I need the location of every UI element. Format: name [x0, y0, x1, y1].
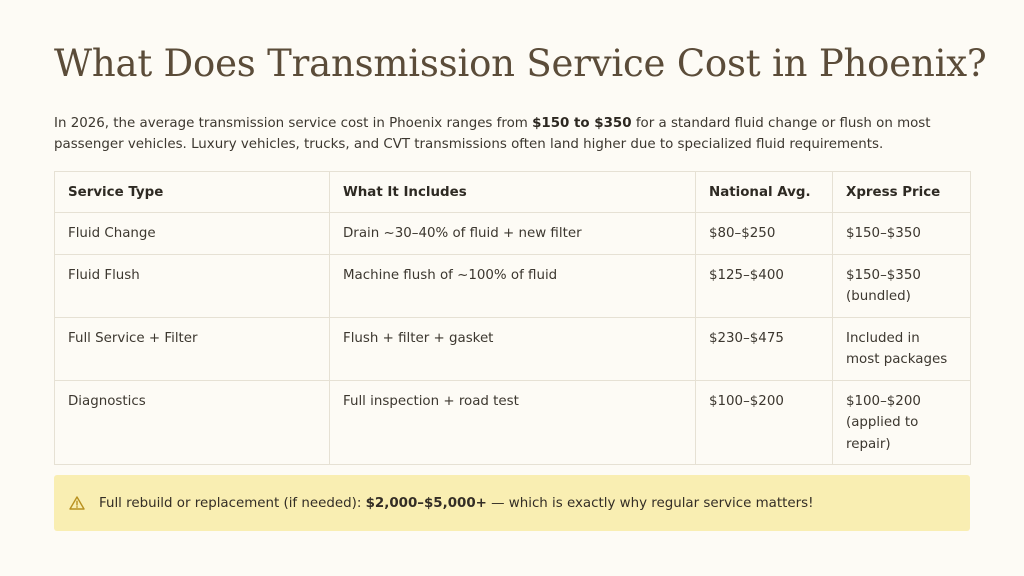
- callout-price-range: $2,000–$5,000+: [365, 495, 487, 511]
- intro-text-start: In 2026, the average transmission service cost in Phoenix ranges from: [54, 116, 533, 131]
- cell-national-avg: $125–$400: [696, 254, 833, 317]
- cell-national-avg: $230–$475: [696, 317, 833, 380]
- callout-text-start: Full rebuild or replacement (if needed):: [99, 495, 366, 511]
- table-row: [55, 317, 971, 380]
- cell-service-type: Fluid Flush: [55, 254, 330, 317]
- cell-xpress-price: $150–$350 (bundled): [833, 254, 971, 317]
- cell-xpress-price: Included in most packages: [833, 317, 971, 380]
- cell-includes: Full inspection + road test: [330, 380, 696, 465]
- cell-includes: Flush + filter + gasket: [330, 317, 696, 380]
- header-service-type: Service Type: [55, 172, 330, 213]
- intro-paragraph: [54, 113, 970, 155]
- header-what-it-includes: What It Includes: [330, 172, 696, 213]
- table-row: [55, 380, 971, 465]
- cell-national-avg: $80–$250: [696, 213, 833, 255]
- cell-service-type: Full Service + Filter: [55, 317, 330, 380]
- intro-price-range: $150 to $350: [532, 116, 632, 131]
- header-national-avg: National Avg.: [696, 172, 833, 213]
- cell-service-type: Fluid Change: [55, 213, 330, 255]
- table-header-row: [55, 172, 971, 213]
- intro-text-end: for a standard fluid change or flush on most passenger vehicles. Luxury vehicles, trucks, and CVT transmissions often land higher due to specialized fluid requirements.: [54, 116, 931, 152]
- header-xpress-price: Xpress Price: [833, 172, 971, 213]
- cell-includes: Machine flush of ~100% of fluid: [330, 254, 696, 317]
- cell-xpress-price: $100–$200 (applied to repair): [833, 380, 971, 465]
- page-title: What Does Transmission Service Cost in Phoenix?: [54, 42, 987, 85]
- cell-service-type: Diagnostics: [55, 380, 330, 465]
- rebuild-cost-callout: [54, 475, 970, 531]
- pricing-table: [54, 171, 971, 465]
- cell-xpress-price: $150–$350: [833, 213, 971, 255]
- cell-national-avg: $100–$200: [696, 380, 833, 465]
- warning-icon: [69, 496, 85, 510]
- table-row: [55, 213, 971, 255]
- callout-text-end: — which is exactly why regular service matters!: [486, 495, 814, 511]
- table-row: [55, 254, 971, 317]
- callout-text: [99, 496, 813, 511]
- cell-includes: Drain ~30–40% of fluid + new filter: [330, 213, 696, 255]
